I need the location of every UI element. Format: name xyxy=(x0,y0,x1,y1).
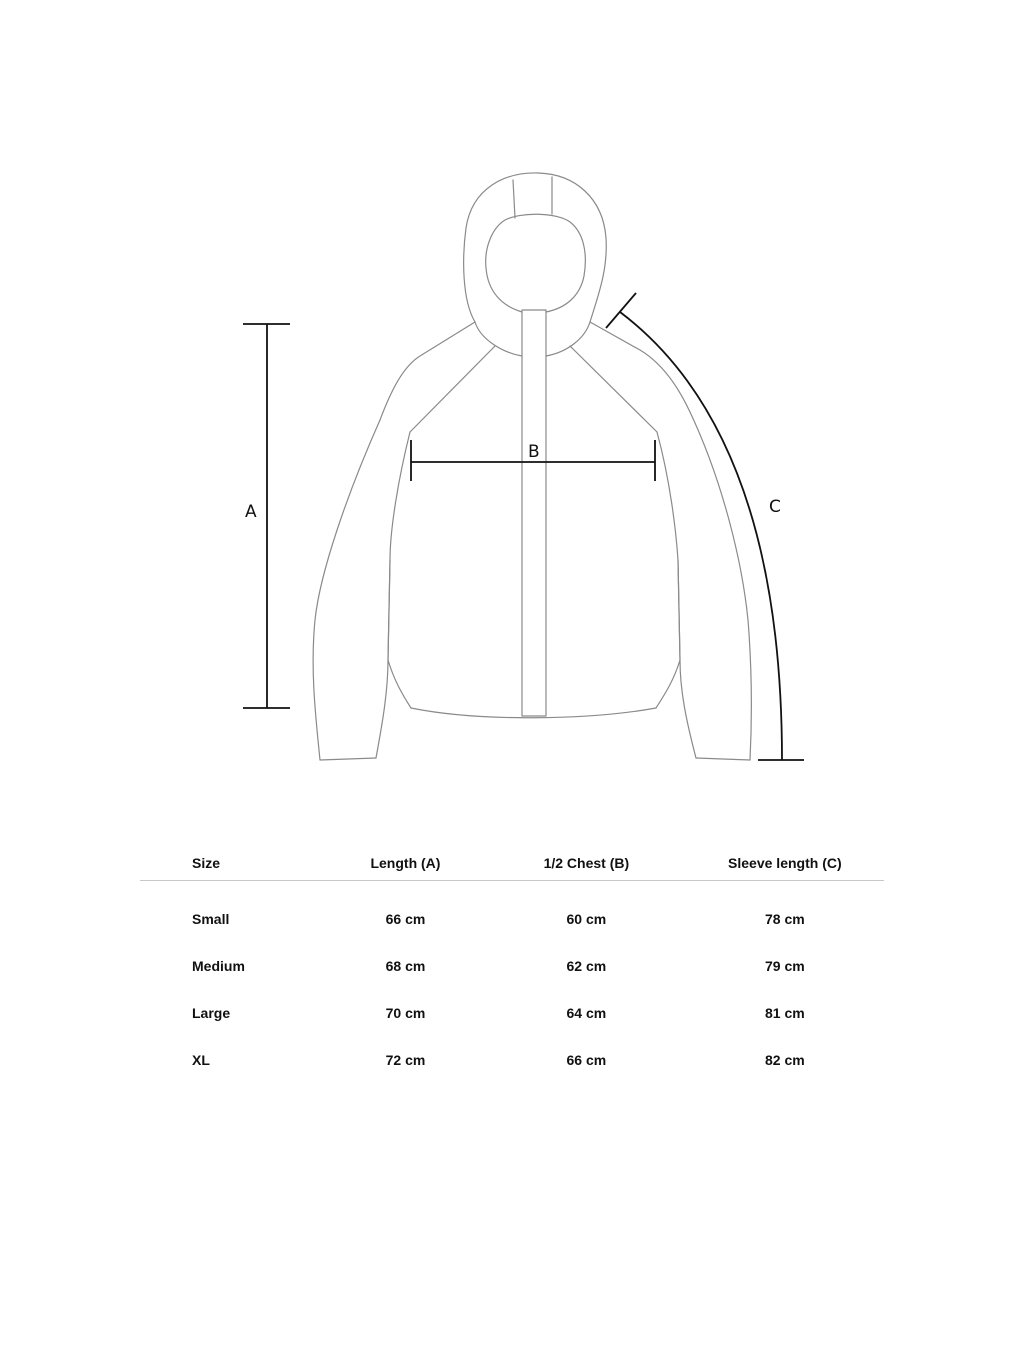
chest-label: B xyxy=(528,442,540,462)
header-length: Length (A) xyxy=(324,846,487,881)
row-length: 70 cm xyxy=(385,1004,426,1021)
jacket-outline xyxy=(313,173,751,760)
hood-outer xyxy=(464,173,607,322)
zipper-placket xyxy=(522,310,546,716)
row-chest: 66 cm xyxy=(566,1051,607,1068)
row-length: 66 cm xyxy=(385,910,426,927)
row-sleeve: 79 cm xyxy=(764,957,805,974)
measure-lines xyxy=(243,293,804,760)
table-row xyxy=(140,881,884,943)
length-label: A xyxy=(245,502,257,522)
row-chest: 62 cm xyxy=(566,957,607,974)
body-side-right xyxy=(656,432,680,708)
table-row xyxy=(140,989,884,1036)
row-sleeve: 78 cm xyxy=(764,910,805,927)
right-shoulder xyxy=(590,322,690,412)
hood-opening xyxy=(486,214,586,312)
row-chest: 64 cm xyxy=(566,1004,607,1021)
right-sleeve-inner xyxy=(678,560,696,758)
header-size: Size xyxy=(140,846,324,881)
row-chest: 60 cm xyxy=(566,910,607,927)
hood-seam-left xyxy=(513,180,515,218)
table-row xyxy=(140,942,884,989)
right-sleeve-outer xyxy=(690,412,751,760)
size-table-header xyxy=(140,846,884,881)
row-size: Small xyxy=(192,910,230,927)
right-cuff xyxy=(696,758,750,760)
right-raglan-seam xyxy=(570,346,657,432)
row-size: Large xyxy=(192,1004,231,1021)
row-length: 72 cm xyxy=(385,1051,426,1068)
left-cuff xyxy=(320,758,376,760)
row-size: Medium xyxy=(192,957,245,974)
header-sleeve: Sleeve length (C) xyxy=(686,846,884,881)
row-size: XL xyxy=(192,1051,210,1068)
sleeve-line xyxy=(620,312,782,760)
sleeve-tick-top xyxy=(606,293,636,328)
body-side-left xyxy=(388,432,411,708)
header-chest: 1/2 Chest (B) xyxy=(487,846,686,881)
table-row xyxy=(140,1036,884,1083)
left-shoulder xyxy=(380,322,475,420)
hood-base-right xyxy=(546,322,590,356)
row-sleeve: 81 cm xyxy=(764,1004,805,1021)
row-sleeve: 82 cm xyxy=(764,1051,805,1068)
hood-base-left xyxy=(475,322,522,356)
size-table xyxy=(140,846,884,1083)
row-length: 68 cm xyxy=(385,957,426,974)
left-raglan-seam xyxy=(410,346,495,432)
sleeve-label: C xyxy=(769,497,781,517)
left-sleeve-outer xyxy=(313,420,380,760)
